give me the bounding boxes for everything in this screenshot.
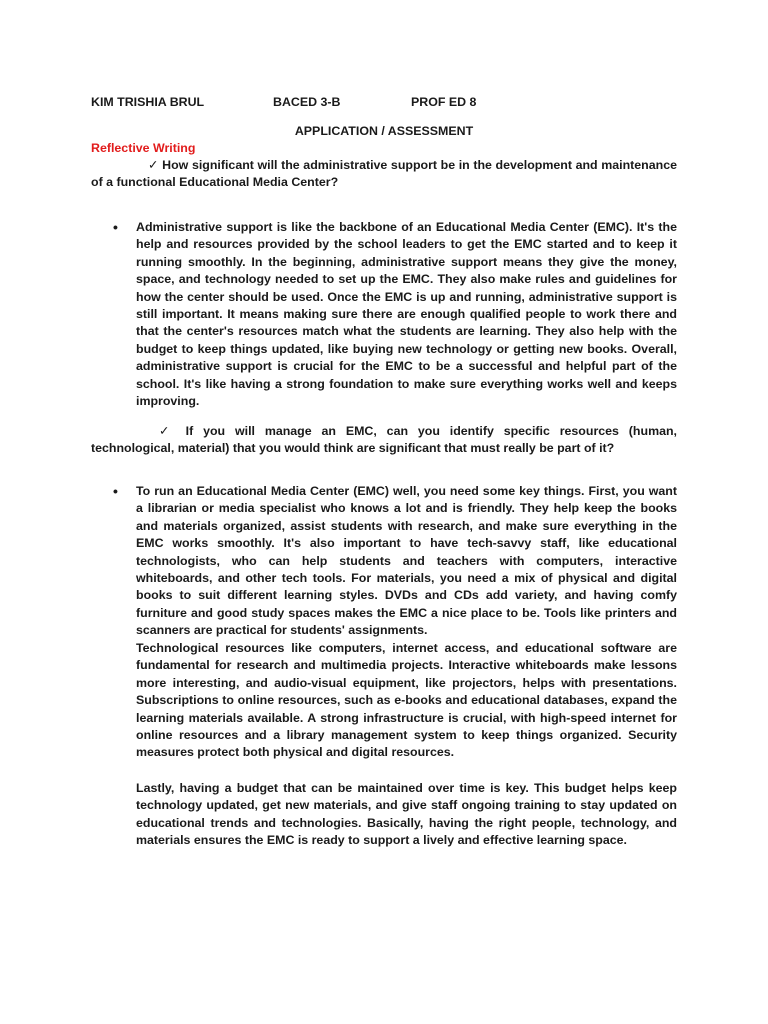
question-1: ✓ How significant will the administrative support be in the development and maintenance of a functional Educational Media Center? xyxy=(91,158,677,190)
answer-1: Administrative support is like the backbone of an Educational Media Center (EMC). It's the help and resources provided by the school leaders to get the EMC started and to keep it running smoothly. In the beginning, administrative support means they give the money, space, and technology needed to set up the EMC. They also make rules and guidelines for how the center should be used. Once the EMC is up and running, administrative support is still important. It means making sure there are enough qualified people to work there and that the center's resources match what the students are learning. They also help with the budget to keep things updated, like buying new technology or getting new books. Overall, administrative support is crucial for the EMC to be a successful and helpful part of the school. It's like having a strong foundation to make sure everything works well and keeps improving. xyxy=(136,220,677,409)
answer-2-paragraph-1: To run an Educational Media Center (EMC) well, you need some key things. First, you want a librarian or media specialist who knows a lot and is friendly. They help keep the books and materials organized, assist students with research, and make sure everything in the EMC works smoothly. It's also important to have tech-savvy staff, like educational technologists, who can help students and teachers with computers, interactive whiteboards, and other tech tools. For materials, you need a mix of physical and digital books to suit different learning styles. DVDs and CDs add variety, and having comfy furniture and good study spaces makes the EMC a nice place to be. Tools like printers and scanners are practical for students' assignments. xyxy=(136,484,677,638)
bullet-icon: • xyxy=(113,219,118,235)
class-section: BACED 3-B xyxy=(273,95,341,109)
answer-2-paragraph-3: Lastly, having a budget that can be maintained over time is key. This budget helps keep technology updated, get new materials, and give staff ongoing training to stay updated on educational trends and technologies. Basically, having the right people, technology, and materials ensures the EMC is ready to support a lively and effective learning space. xyxy=(136,781,677,848)
section-label: Reflective Writing xyxy=(91,141,196,155)
student-header xyxy=(91,94,691,112)
student-name: KIM TRISHIA BRUL xyxy=(91,95,205,109)
page-title: APPLICATION / ASSESSMENT xyxy=(294,124,474,138)
subject-code: PROF ED 8 xyxy=(411,95,477,109)
question-2: ✓ If you will manage an EMC, can you identify specific resources (human, technological, material) that you would think are significant that must really be part of it? xyxy=(91,424,677,456)
answer-2-paragraph-2: Technological resources like computers, internet access, and educational software are fundamental for research and multimedia projects. Interactive whiteboards make lessons more interesting, and audio-visual equipment, like projectors, helps with presentations. Subscriptions to online resources, such as e-books and educational databases, expand the learning materials available. A strong infrastructure is crucial, with high-speed internet for online resources and a library management system to keep things organized. Security measures protect both physical and digital resources. xyxy=(136,641,677,760)
bullet-icon: • xyxy=(113,483,118,499)
